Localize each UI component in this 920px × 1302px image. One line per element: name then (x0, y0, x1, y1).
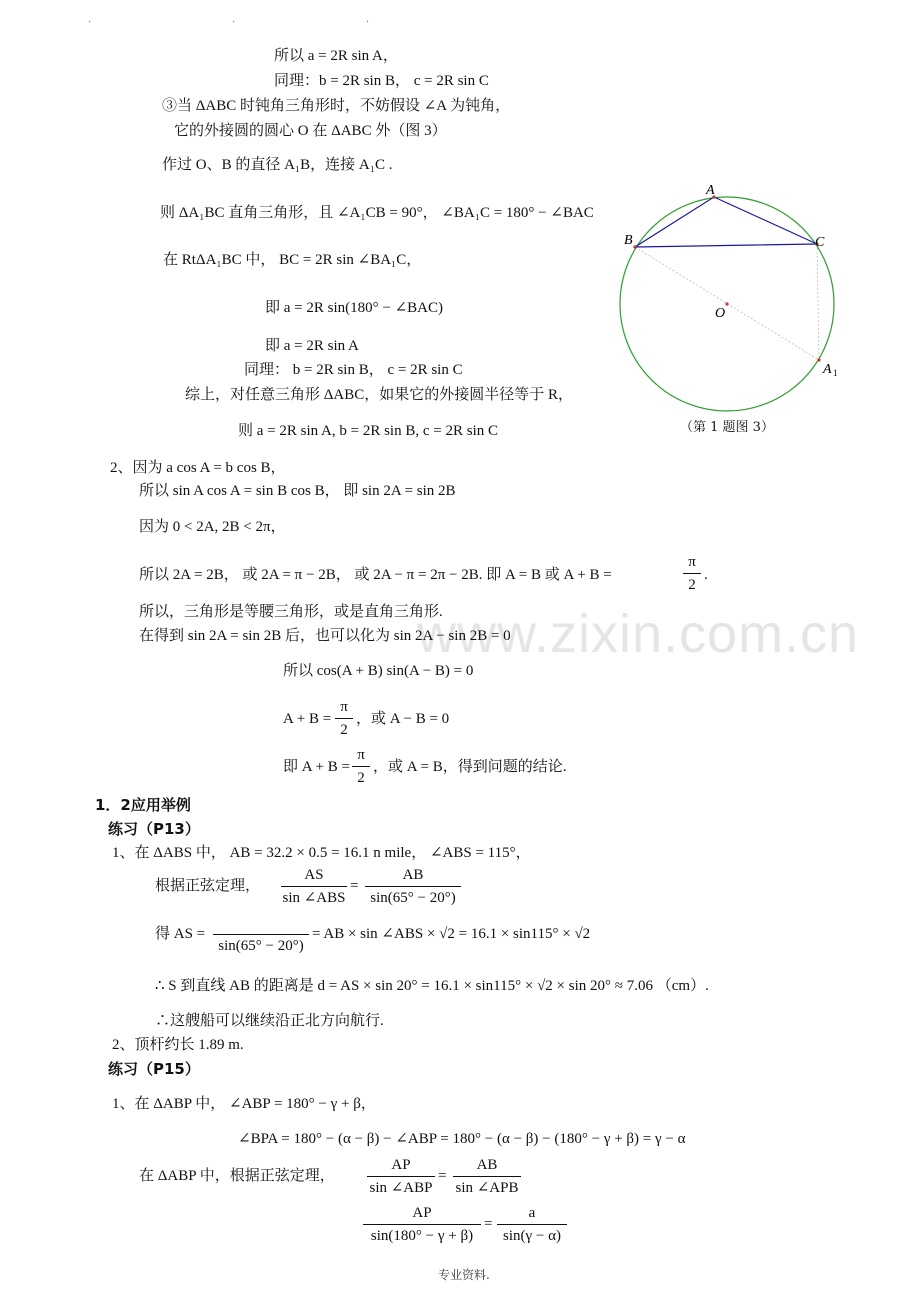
fraction-numerator: AB (402, 867, 424, 883)
figure-caption: （第 1 题图 3） (680, 420, 774, 435)
fraction-denominator: 2 (340, 722, 348, 738)
fraction-denominator: sin(γ − α) (503, 1228, 561, 1244)
text-line: 2、因为 a cos A = b cos B， (110, 460, 286, 476)
section-heading: 1．2应用举例 (95, 796, 191, 814)
text-line: 所以 cos(A + B) sin(A − B) = 0 (283, 663, 474, 679)
fraction-numerator: AP (391, 1157, 411, 1173)
text-line: = AB × sin ∠ABS × √2 = 16.1 × sin115° × √2 (312, 926, 591, 942)
text-line: 即 a = 2R sin A (265, 338, 359, 354)
text-line: 即 A + B = (283, 759, 350, 775)
text-line: ③当 ΔABC 时钝角三角形时，不妨假设 ∠A 为钝角， (162, 98, 511, 114)
fraction-bar (497, 1224, 567, 1225)
fraction-bar (335, 718, 353, 719)
text-line: 同理： b = 2R sin B， c = 2R sin C (244, 362, 463, 378)
fraction-bar (363, 1224, 481, 1225)
text-line: 则 a = 2R sin A, b = 2R sin B, c = 2R sin C (238, 423, 498, 439)
exercise-heading: 练习（P13） (108, 820, 200, 838)
text-line: 所以，三角形是等腰三角形，或是直角三角形. (139, 604, 443, 620)
point-b (633, 245, 636, 248)
fraction-numerator: AP (412, 1205, 432, 1221)
fraction-numerator: a (528, 1205, 536, 1221)
text-line: = (438, 1168, 447, 1184)
text-line: 得 AS = (155, 926, 206, 942)
fraction-denominator: sin(65° − 20°) (370, 890, 456, 906)
text-line: ∴ S 到直线 AB 的距离是 d = AS × sin 20° = 16.1 × sin115° × √2 × sin 20° ≈ 7.06 （cm）. (155, 978, 709, 994)
fraction-denominator: 2 (688, 577, 696, 593)
text-line: 所以 2A = 2B， 或 2A = π − 2B， 或 2A − π = 2π − 2B. 即 A = B 或 A + B = (139, 567, 612, 583)
fraction-denominator: sin ∠APB (455, 1180, 519, 1196)
text-line: 在得到 sin 2A = sin 2B 后，也可以化为 sin 2A − sin 2B = 0 (139, 628, 511, 644)
text-line: 在 ΔABP 中，根据正弦定理， (139, 1168, 335, 1184)
text-line: ∴这艘船可以继续沿正北方向航行. (155, 1013, 384, 1029)
label-a1: A (823, 362, 832, 377)
header-dot: . (88, 14, 92, 25)
exercise-heading: 练习（P15） (108, 1060, 200, 1078)
text-line: 它的外接圆的圆心 O 在 ΔABC 外（图 3） (174, 123, 447, 139)
point-a1 (817, 358, 820, 361)
fraction-numerator: AS (304, 867, 324, 883)
fraction-numerator: π (340, 699, 348, 715)
fraction-bar (281, 886, 347, 887)
point-o (725, 302, 728, 305)
fraction-bar (213, 934, 309, 935)
fraction-bar (367, 1176, 435, 1177)
text-line: 1、在 ΔABS 中， AB = 32.2 × 0.5 = 16.1 n mile， ∠ABS = 115°， (112, 845, 531, 861)
fraction-numerator: π (357, 747, 365, 763)
text-line: 2、顶杆约长 1.89 m. (112, 1037, 244, 1053)
header-dot: . (366, 14, 370, 25)
header-dot: . (232, 14, 236, 25)
text-line: ∠BPA = 180° − (α − β) − ∠ABP = 180° − (α − β) − (180° − γ + β) = γ − α (238, 1131, 686, 1147)
text-line: 所以 a = 2R sin A， (274, 48, 398, 64)
fraction-denominator: sin ∠ABS (282, 890, 346, 906)
text-line: 1、在 ΔABP 中， ∠ABP = 180° − γ + β， (112, 1096, 376, 1112)
text-line: . (704, 567, 708, 583)
text-line: 所以 sin A cos A = sin B cos B， 即 sin 2A = sin 2B (139, 483, 456, 499)
label-b: B (624, 233, 633, 248)
fraction-numerator: π (688, 554, 696, 570)
label-a1-sub: 1 (833, 368, 838, 378)
fraction-bar (352, 766, 370, 767)
fraction-numerator: AB (476, 1157, 498, 1173)
fraction-denominator: sin(65° − 20°) (218, 938, 304, 954)
text-line: 在 RtΔA₁BC 中， BC = 2R sin ∠BA₁C， (163, 252, 422, 268)
page-footer: 专业资料. (438, 1268, 490, 1282)
a1c-line (817, 244, 819, 360)
text-line: 作过 O、B 的直径 A₁B，连接 A₁C . (162, 157, 393, 173)
text-line: 综上，对任意三角形 ΔABC，如果它的外接圆半径等于 R， (185, 387, 573, 403)
fraction-denominator: 2 (357, 770, 365, 786)
text-line: ，或 A = B，得到问题的结论. (373, 759, 567, 775)
label-c: C (815, 235, 825, 250)
text-line: 因为 0 < 2A, 2B < 2π， (139, 519, 286, 535)
text-line: 根据正弦定理， (155, 878, 261, 894)
watermark: www.zixin.com.cn (417, 604, 860, 664)
text-line: ，或 A − B = 0 (356, 711, 450, 727)
text-line: 同理：b = 2R sin B， c = 2R sin C (274, 73, 489, 89)
text-line: = (484, 1216, 493, 1232)
text-line: = (350, 878, 359, 894)
fraction-denominator: sin(180° − γ + β) (370, 1228, 474, 1244)
circumcircle-figure (612, 176, 842, 436)
label-a: A (706, 183, 715, 198)
triangle-abc (635, 197, 817, 247)
fraction-bar (683, 573, 701, 574)
text-line: 则 ΔA₁BC 直角三角形，且 ∠A₁CB = 90°， ∠BA₁C = 180° − ∠BAC (160, 205, 594, 221)
fraction-bar (453, 1176, 521, 1177)
label-o: O (715, 306, 726, 321)
text-line: A + B = (283, 711, 332, 727)
fraction-bar (365, 886, 461, 887)
fraction-denominator: sin ∠ABP (369, 1180, 433, 1196)
text-line: 即 a = 2R sin(180° − ∠BAC) (265, 300, 443, 316)
